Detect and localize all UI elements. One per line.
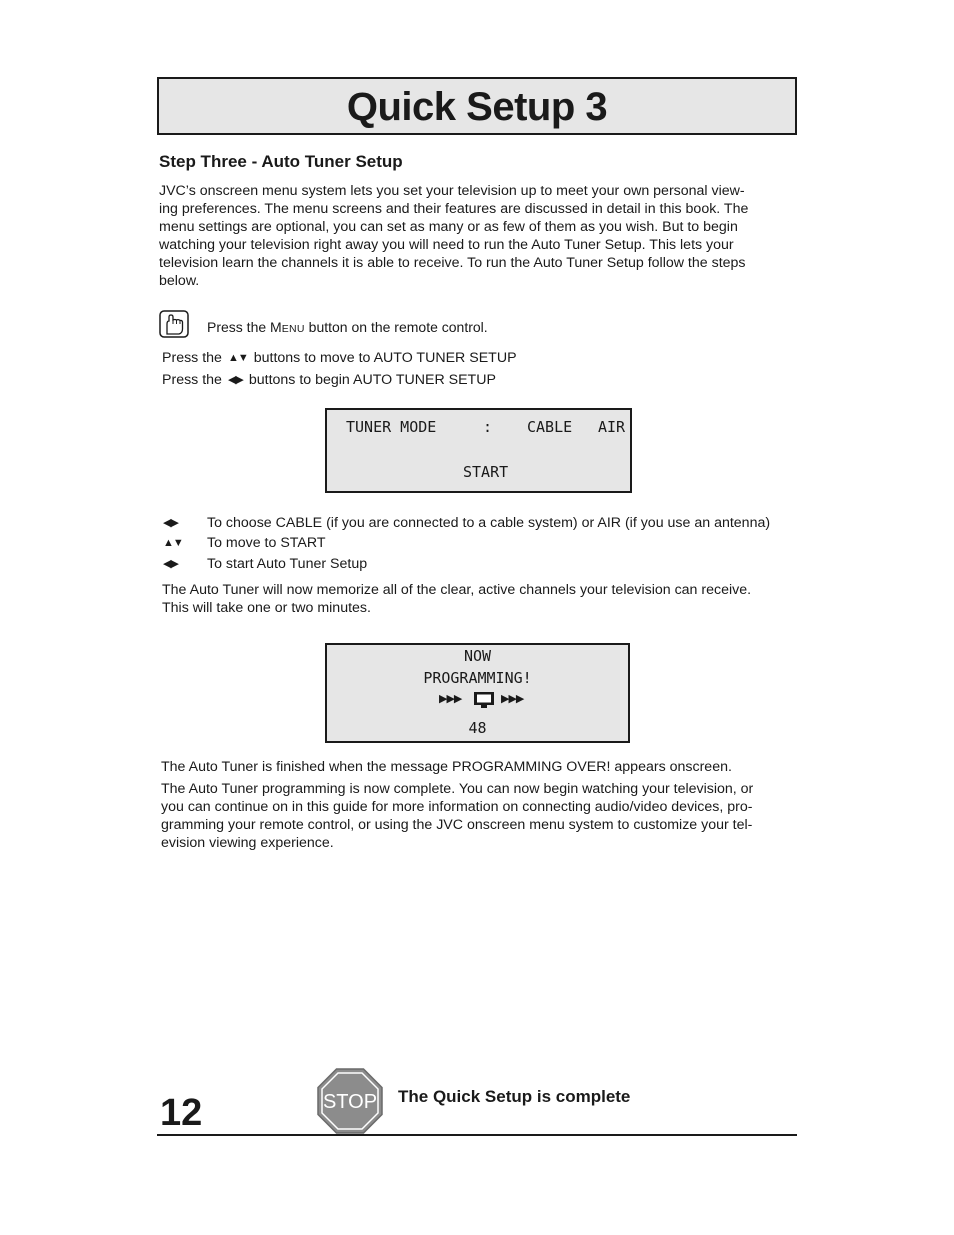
progress-arrows-right-icon: ▶▶▶ — [501, 692, 524, 705]
quick-setup-complete-label: The Quick Setup is complete — [398, 1087, 631, 1106]
page-title: Quick Setup 3 — [346, 85, 608, 129]
press-updown-instruction — [162, 350, 517, 366]
option-air: AIR — [598, 418, 626, 436]
stop-sign-icon — [317, 1068, 383, 1134]
paragraph-line: The Auto Tuner programming is now complete. You can now begin watching your television, or — [161, 781, 754, 797]
press-updown-text: buttons to move to AUTO TUNER SETUP — [253, 350, 517, 366]
footer-divider — [157, 1134, 797, 1136]
intro-line: menu settings are optional, you can set as many or as few of them as you wish. But to begin — [159, 219, 738, 235]
programming-screen — [325, 643, 630, 743]
intro-line: ing preferences. The menu screens and their features are discussed in detail in this book. The — [159, 201, 749, 217]
tuner-mode-screen — [325, 408, 632, 493]
section-heading: Step Three - Auto Tuner Setup — [159, 152, 403, 171]
tuner-mode-colon: : — [483, 418, 493, 436]
press-leftright-instruction — [162, 372, 496, 388]
legend-text: To start Auto Tuner Setup — [207, 556, 368, 572]
memorize-paragraph — [162, 581, 794, 617]
tv-icon — [473, 691, 495, 709]
complete-paragraph — [161, 780, 797, 852]
title-banner — [157, 77, 797, 135]
left-right-arrows-icon: ◀▶ — [227, 374, 243, 386]
finished-text: The Auto Tuner is finished when the message PROGRAMMING OVER! appears onscreen. — [161, 759, 732, 775]
tuner-mode-label: TUNER MODE — [346, 418, 437, 436]
intro-line: JVC’s onscreen menu system lets you set your television up to meet your own personal view- — [159, 183, 745, 199]
legend-text: To choose CABLE (if you are connected to a cable system) or AIR (if you use an antenna) — [207, 515, 771, 531]
menu-word-first: M — [270, 319, 282, 335]
intro-line: below. — [159, 273, 200, 289]
up-down-arrows-icon: ▲▼ — [163, 537, 183, 549]
paragraph-line: you can continue on in this guide for more information on connecting audio/video devices, pro- — [161, 799, 753, 815]
paragraph-line: The Auto Tuner will now memorize all of the clear, active channels your television can receive. — [162, 582, 752, 598]
start-option: START — [463, 463, 509, 481]
menu-prefix: Press the — [207, 319, 271, 335]
page-number: 12 — [160, 1092, 203, 1134]
channel-number: 48 — [468, 719, 487, 737]
paragraph-line: This will take one or two minutes. — [162, 600, 371, 616]
legend-text: To move to START — [207, 535, 326, 551]
up-down-arrows-icon: ▲▼ — [227, 352, 248, 364]
stop-sign-label: STOP — [322, 1091, 378, 1113]
intro-line: watching your television right away you will need to run the Auto Tuner Setup. This lets your — [159, 237, 734, 253]
paragraph-line: gramming your remote control, or using the JVC onscreen menu system to customize your tel- — [161, 817, 753, 833]
option-cable: CABLE — [527, 418, 573, 436]
left-right-arrows-icon: ◀▶ — [163, 558, 178, 570]
menu-instruction — [207, 319, 488, 335]
left-right-arrows-icon: ◀▶ — [163, 517, 178, 529]
hand-pointer-icon — [159, 310, 189, 338]
menu-suffix: button on the remote control. — [304, 319, 488, 335]
paragraph-line: evision viewing experience. — [161, 835, 334, 851]
progress-arrows-left-icon: ▶▶▶ — [439, 692, 462, 705]
press-label: Press the — [162, 350, 222, 366]
menu-word-rest: ENU — [281, 323, 305, 335]
programming-text: PROGRAMMING! — [423, 669, 532, 687]
now-text: NOW — [463, 647, 492, 665]
press-leftright-text: buttons to begin AUTO TUNER SETUP — [248, 372, 496, 388]
press-label: Press the — [162, 372, 222, 388]
intro-paragraph — [159, 182, 795, 290]
intro-line: television learn the channels it is able to receive. To run the Auto Tuner Setup follow the steps — [159, 255, 746, 271]
